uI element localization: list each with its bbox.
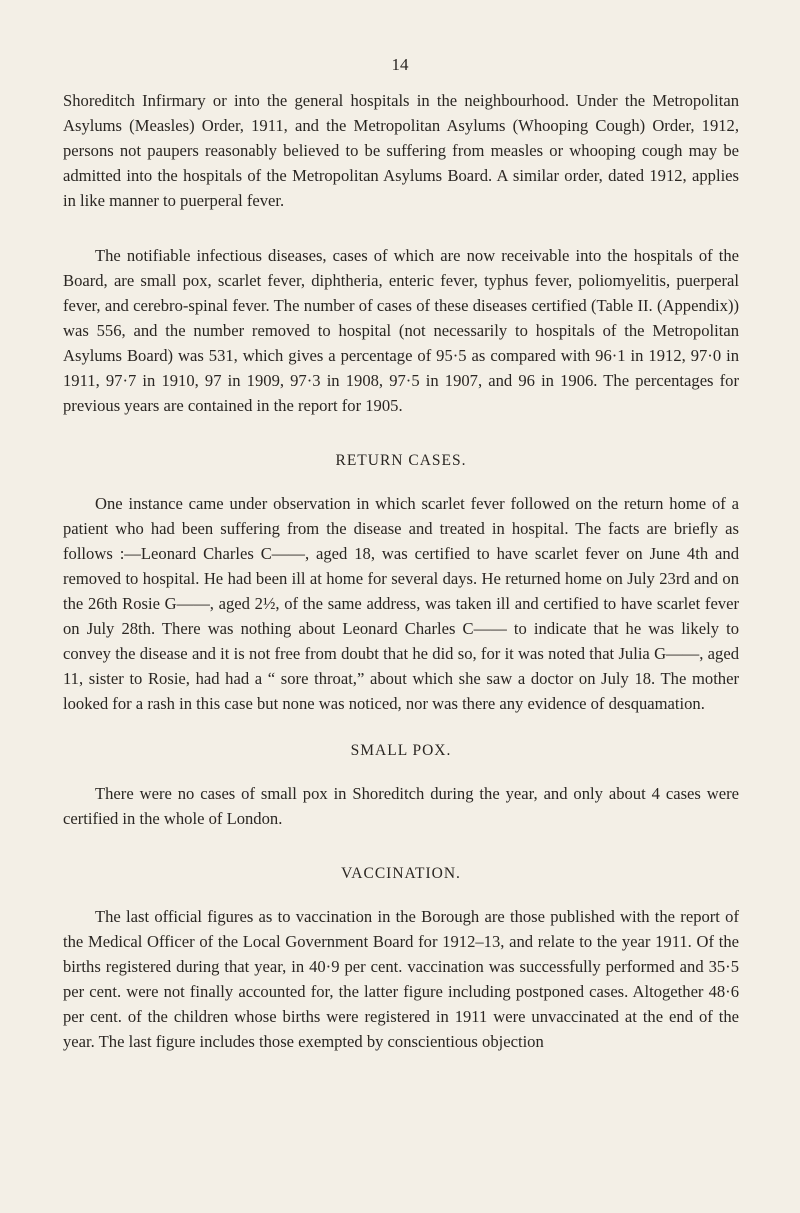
heading-small-pox: SMALL POX. [350, 742, 452, 759]
paragraph-small-pox: There were no cases of small pox in Shoreditch during the year, and only about 4 cases were certified in the whole of London. [63, 784, 739, 828]
document-body [63, 88, 739, 1054]
paragraph-shoreditch-infirmary: Shoreditch Infirmary or into the general hospitals in the neighbourhood. Under the Metropolitan Asylums (Measles) Order, 1911, and the Metropolitan Asylums (Whooping Cough) Order, 1912, persons not paupers reasonably believed to be suffering from measles or whooping cough may be admitted into the hospitals of the Metropolitan Asylums Board. A similar order, dated 1912, applies in like manner to puerperal fever. [63, 91, 739, 210]
page-number: 14 [391, 55, 409, 74]
spacer [63, 831, 739, 861]
paragraph-return-cases: One instance came under observation in which scarlet fever followed on the return home of a patient who had been suffering from the disease and treated in hospital. The facts are briefly as follows :—Leonard Charles C——, aged 18, was certified to have scarlet fever on June 4th and removed to hospital. He had been ill at home for several days. He returned home on July 23rd and on the 26th Rosie G——, aged 2½, of the same address, was taken ill and certified to have scarlet fever on July 28th. There was nothing about Leonard Charles C—— to indicate that he was likely to convey the disease and it is not free from doubt that he did so, for it was noted that Julia G——, aged 11, sister to Rosie, had had a “ sore throat,” about which she saw a doctor on July 18. The mother looked for a rash in this case but none was noticed, nor was there any evidence of desquamation. [63, 494, 739, 713]
paragraph-vaccination: The last official figures as to vaccination in the Borough are those published with the report of the Medical Officer of the Local Government Board for 1912–13, and relate to the year 1911. Of the births registered during that year, in 40·9 per cent. vaccination was successfully performed and 35·5 per cent. were not finally accounted for, the latter figure including postponed cases. Altogether 48·6 per cent. of the children whose births were registered in 1911 were unvaccinated at the end of the year. The last figure includes those exempted by conscientious objection [63, 907, 739, 1051]
spacer [63, 213, 739, 243]
heading-vaccination: VACCINATION. [341, 865, 461, 882]
paragraph-notifiable-diseases: The notifiable infectious diseases, cases of which are now receivable into the hospitals of the Board, are small pox, scarlet fever, diphtheria, enteric fever, typhus fever, poliomyelitis, puerperal fever, and cerebro-spinal fever. The number of cases of these diseases certified (Table II. (Appendix)) was 556, and the number removed to hospital (not necessarily to hospitals of the Metropolitan Asylums Board) was 531, which gives a percentage of 95·5 as compared with 96·1 in 1912, 97·0 in 1911, 97·7 in 1910, 97 in 1909, 97·3 in 1908, 97·5 in 1907, and 96 in 1906. The percentages for previous years are contained in the report for 1905. [63, 246, 739, 415]
spacer [63, 716, 739, 738]
heading-return-cases: RETURN CASES. [335, 452, 467, 469]
spacer [63, 418, 739, 448]
